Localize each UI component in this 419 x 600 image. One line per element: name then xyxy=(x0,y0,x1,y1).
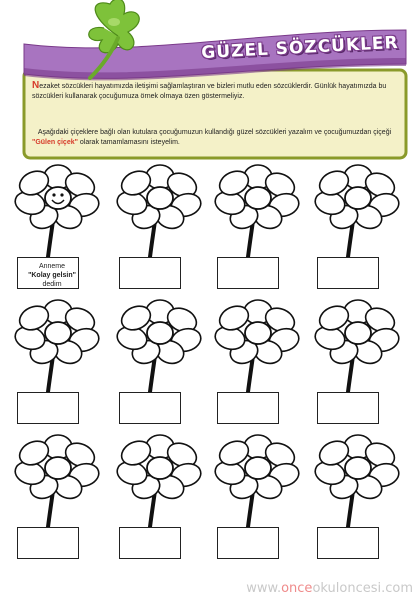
flower-drawing xyxy=(13,300,102,392)
flower-center xyxy=(345,322,371,344)
flowers-grid xyxy=(0,160,419,580)
answer-box[interactable] xyxy=(17,527,79,559)
flower-drawing xyxy=(313,165,402,257)
answer-box[interactable] xyxy=(119,257,181,289)
flower-drawing xyxy=(313,435,402,527)
footer-suffix: okuloncesi.com xyxy=(312,581,413,596)
intro-paragraph xyxy=(32,81,394,101)
example-line-2: "Kolay gelsin" xyxy=(28,272,76,279)
flower-drawing xyxy=(115,165,204,257)
answer-box[interactable] xyxy=(317,257,379,289)
instruction-text-end: olarak tamamlamasını isteyelim. xyxy=(77,138,180,146)
example-answer xyxy=(21,262,83,289)
flower-center xyxy=(245,322,271,344)
flower-drawing xyxy=(213,435,302,527)
answer-box[interactable] xyxy=(217,392,279,424)
example-line-1: Anneme xyxy=(38,263,66,270)
flower-drawing xyxy=(13,165,102,257)
footer-prefix: www. xyxy=(246,581,282,596)
footer-accent: once xyxy=(281,581,313,596)
flower-center xyxy=(345,187,371,209)
flower-center xyxy=(45,322,71,344)
flower-drawing xyxy=(213,165,302,257)
flower-center xyxy=(147,187,173,209)
answer-box[interactable] xyxy=(317,527,379,559)
flower-center xyxy=(147,322,173,344)
flower-center xyxy=(45,187,71,209)
answer-box[interactable] xyxy=(119,527,181,559)
flower-center xyxy=(345,457,371,479)
instruction-text-start: Aşağıdaki çiçeklere bağlı olan kutulara çocuğumuzun kullandığı güzel sözcükleri yazalım ve çocuğumuzdan çiçeği xyxy=(37,129,392,136)
flower-center xyxy=(147,457,173,479)
answer-box[interactable] xyxy=(317,392,379,424)
intro-text: ezaket sözcükleri hayatımızda iletişimi sağlamlaştıran ve bizleri mutlu eden sözcüklerdir. Günlük hayatımızda bu sözcükleri kullanarak çocuğumuza örnek olmaya özen göstermeliyiz. xyxy=(32,83,387,100)
smiley-eye xyxy=(60,193,63,196)
flower-drawing xyxy=(313,300,402,392)
flower-center xyxy=(45,457,71,479)
flower-center xyxy=(245,457,271,479)
answer-box[interactable] xyxy=(217,257,279,289)
instruction-paragraph xyxy=(32,128,394,147)
flower-drawing xyxy=(13,435,102,527)
flower-drawing xyxy=(213,300,302,392)
instruction-quote: "Gülen çiçek" xyxy=(32,138,78,146)
example-line-3: dedim xyxy=(42,281,62,288)
page-title: GÜZEL SÖZCÜKLER xyxy=(200,32,400,64)
answer-box[interactable] xyxy=(217,527,279,559)
flower-drawing xyxy=(115,300,204,392)
answer-box[interactable] xyxy=(17,392,79,424)
answer-box[interactable] xyxy=(119,392,181,424)
flower-center xyxy=(245,187,271,209)
flower-drawing xyxy=(115,435,204,527)
footer-website xyxy=(246,581,413,596)
dropcap-letter: N xyxy=(32,80,40,91)
smiley-eye xyxy=(52,193,55,196)
